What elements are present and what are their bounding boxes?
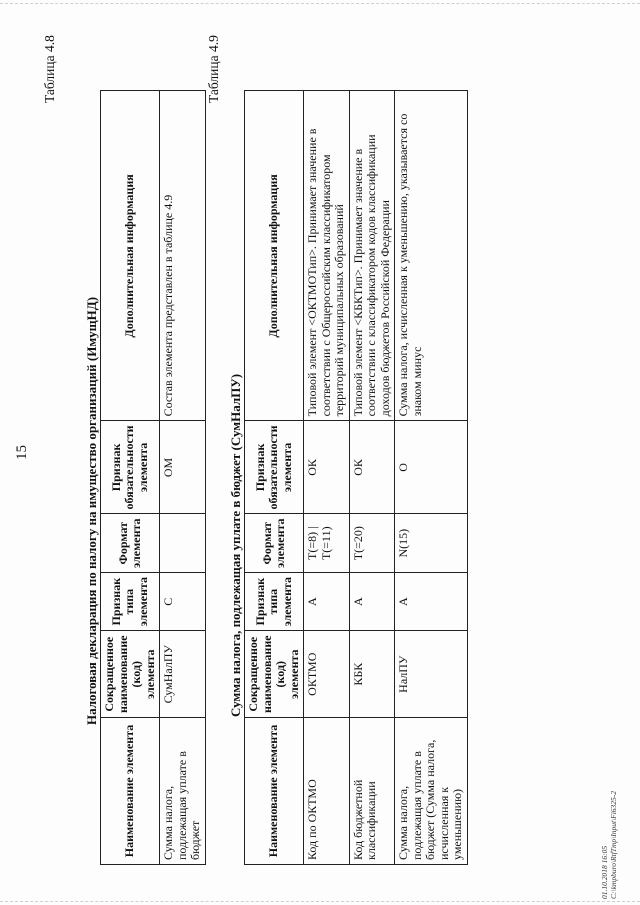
table-header-row [245,91,304,865]
cell-code: КБК [349,631,395,718]
cell-format [160,514,206,572]
cell-required: О [395,421,468,514]
cell-name: Код по ОКТМО [304,718,350,865]
cell-code: СумНалПУ [160,631,206,718]
cell-type: А [349,572,395,630]
table-row [349,91,395,865]
table-header-row [101,91,160,865]
table-4-9-title: Сумма налога, подлежащая уплате в бюджет (СумНалПУ) [228,373,243,717]
cell-info: Состав элемента представлен в таблице 4.9 [160,91,206,421]
cell-format: T(=8) | T(=11) [304,514,350,572]
header-format: Формат элемента [245,514,304,572]
print-timestamp: 01.10.2018 16:05 [600,845,609,899]
table-row [304,91,350,865]
cell-format: T(=20) [349,514,395,572]
header-required: Признак обязательности элемента [101,421,160,514]
cell-required: ОК [304,421,350,514]
table-4-8 [100,90,206,865]
table-4-9-label: Таблица 4.9 [206,35,221,103]
header-code: Сокращенное наименование (код) элемента [245,631,304,718]
header-info: Дополнительная информация [245,91,304,421]
cell-format: N(15) [395,514,468,572]
header-name: Наименование элемента [245,718,304,865]
page-number: 15 [14,445,30,460]
cell-name: Сумма налога, подлежащая уплате в бюджет [160,718,206,865]
table-4-8-title: Налоговая декларация по налогу на имущество организаций (ИмущНД) [84,296,99,725]
header-required: Признак обязательности элемента [245,421,304,514]
cell-type: А [304,572,350,630]
cell-code: ОКТМО [304,631,350,718]
header-type: Признак типа элемента [245,572,304,630]
header-format: Формат элемента [101,514,160,572]
table-row [395,91,468,865]
cell-info: Типовой элемент <КБКТип>. Принимает значение в соответствии с классификатором кодов классификации доходов бюджетов Российской Федерации [349,91,395,421]
cell-info: Типовой элемент <ОКТМОТип>. Принимает значение в соответствии с Общероссийским классификатором территорий муниципальных образований [304,91,350,421]
header-name: Наименование элемента [101,718,160,865]
header-type: Признак типа элемента [101,572,160,630]
table-row [160,91,206,865]
cell-info: Сумма налога, исчисленная к уменьшению, указывается со знаком минус [395,91,468,421]
header-code: Сокращенное наименование (код) элемента [101,631,160,718]
cell-name: Сумма налога, подлежащая уплате в бюджет (Сумма налога, исчисленная к уменьшению) [395,718,468,865]
cell-required: ОК [349,421,395,514]
cell-name: Код бюджетной классификации [349,718,395,865]
table-4-9 [244,90,468,865]
table-4-8-label: Таблица 4.8 [42,35,57,103]
print-file-path: C:\kmpburo\RtfTmp\Input\Fi6325-2 [609,790,618,899]
print-footer [600,791,618,899]
cell-type: С [160,572,206,630]
cell-type: А [395,572,468,630]
cell-required: ОМ [160,421,206,514]
cell-code: НалПУ [395,631,468,718]
header-info: Дополнительная информация [101,91,160,421]
